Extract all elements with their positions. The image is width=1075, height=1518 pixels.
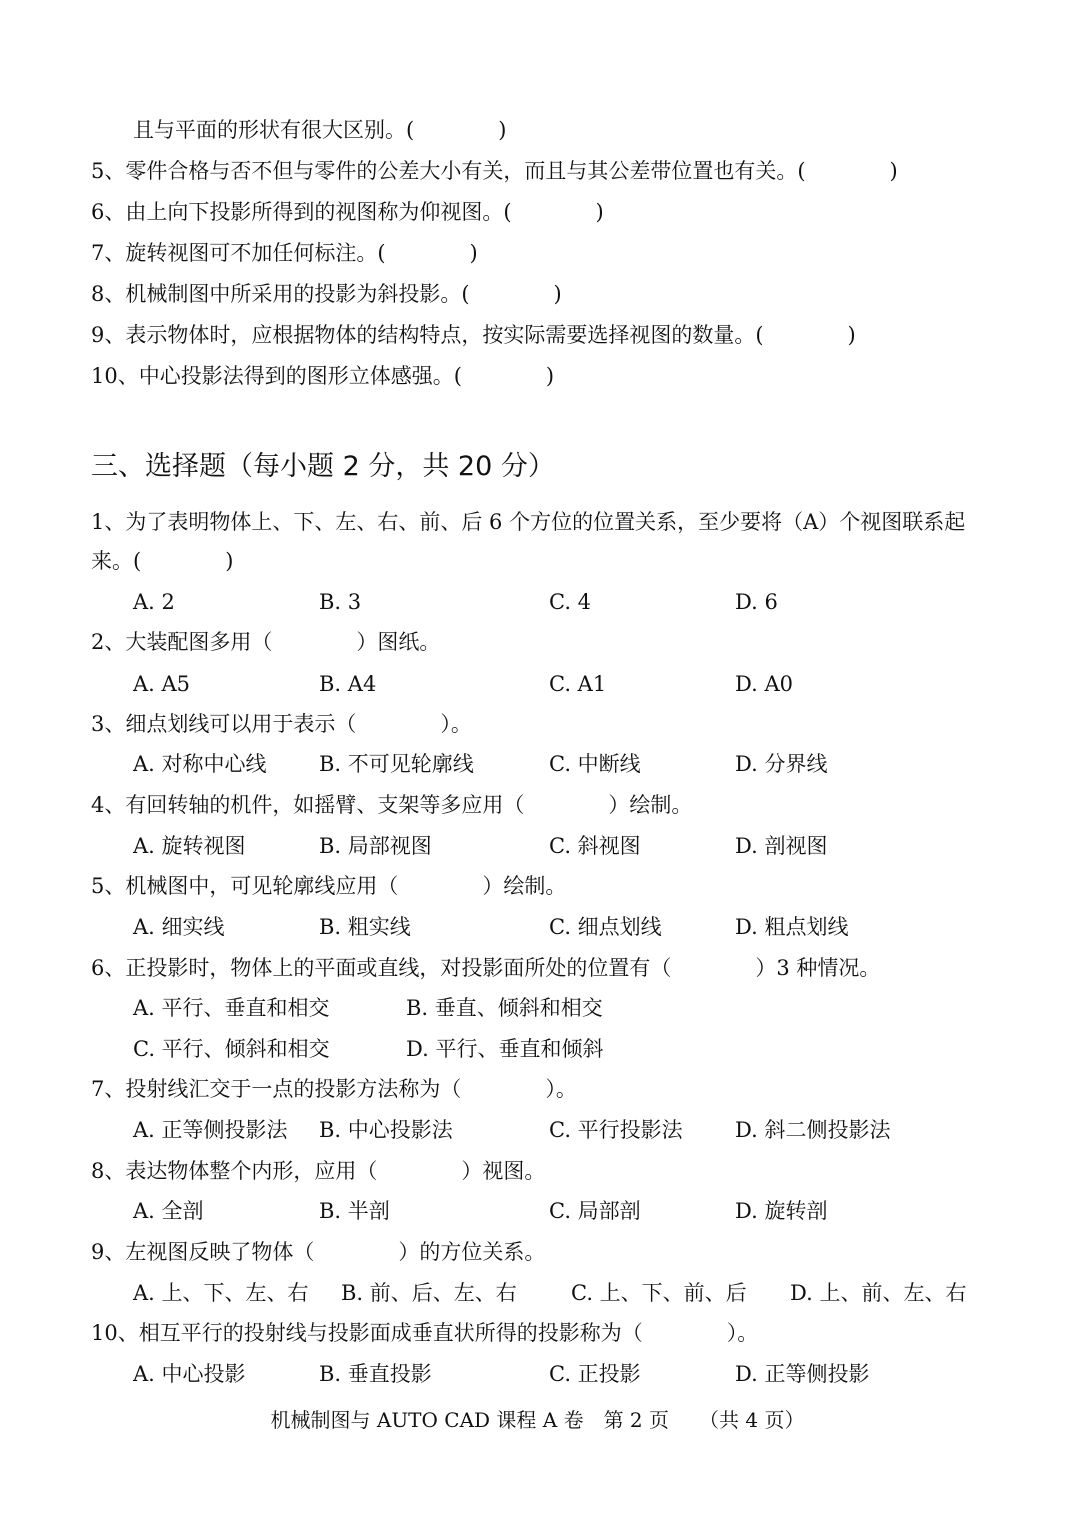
tf-item-7: 7、旋转视图可不加任何标注。( ) — [91, 241, 478, 265]
q1-option-c: C. 4 — [549, 590, 592, 614]
q5-option-b: B. 粗实线 — [319, 915, 411, 939]
q2-option-b: B. A4 — [319, 672, 377, 696]
q10-option-a: A. 中心投影 — [133, 1362, 246, 1386]
q9-option-c: C. 上、下、前、后 — [571, 1281, 747, 1305]
q4-option-b: B. 局部视图 — [319, 834, 432, 858]
q5-option-a: A. 细实线 — [133, 915, 225, 939]
tf-item-9: 9、表示物体时，应根据物体的结构特点，按实际需要选择视图的数量。( ) — [91, 323, 856, 347]
q1-option-a: A. 2 — [133, 590, 175, 614]
tf-item-8: 8、机械制图中所采用的投影为斜投影。( ) — [91, 282, 562, 306]
q2-option-a: A. A5 — [133, 672, 191, 696]
q6-option-d: D. 平行、垂直和倾斜 — [406, 1037, 604, 1061]
q6-option-a: A. 平行、垂直和相交 — [133, 996, 330, 1020]
q2-option-c: C. A1 — [549, 672, 607, 696]
tf-item-4-continuation: 且与平面的形状有很大区别。( ) — [133, 118, 507, 142]
section-heading-choice: 三、选择题（每小题 2 分，共 20 分） — [91, 451, 555, 482]
q3-option-d: D. 分界线 — [735, 752, 828, 776]
q8-option-c: C. 局部剖 — [549, 1199, 641, 1223]
q5-option-c: C. 细点划线 — [549, 915, 662, 939]
question-6: 6、正投影时，物体上的平面或直线，对投影面所处的位置有（ ）3 种情况。 — [91, 956, 881, 980]
q7-option-a: A. 正等侧投影法 — [133, 1118, 288, 1142]
question-9: 9、左视图反映了物体（ ）的方位关系。 — [91, 1240, 546, 1264]
q4-option-c: C. 斜视图 — [549, 834, 641, 858]
q2-option-d: D. A0 — [735, 672, 793, 696]
q8-option-b: B. 半剖 — [319, 1199, 390, 1223]
question-1-line-2: 来。( ) — [91, 549, 234, 573]
q9-option-b: B. 前、后、左、右 — [341, 1281, 517, 1305]
q7-option-c: C. 平行投影法 — [549, 1118, 683, 1142]
q7-option-d: D. 斜二侧投影法 — [735, 1118, 891, 1142]
q9-option-d: D. 上、前、左、右 — [790, 1281, 967, 1305]
question-3: 3、细点划线可以用于表示（ ）。 — [91, 712, 472, 736]
question-2: 2、大装配图多用（ ）图纸。 — [91, 630, 441, 654]
q8-option-d: D. 旋转剖 — [735, 1199, 828, 1223]
q7-option-b: B. 中心投影法 — [319, 1118, 453, 1142]
q8-option-a: A. 全剖 — [133, 1199, 204, 1223]
q5-option-d: D. 粗点划线 — [735, 915, 849, 939]
q3-option-b: B. 不可见轮廓线 — [319, 752, 474, 776]
q3-option-c: C. 中断线 — [549, 752, 641, 776]
tf-item-6: 6、由上向下投影所得到的视图称为仰视图。( ) — [91, 200, 604, 224]
q6-option-b: B. 垂直、倾斜和相交 — [406, 996, 603, 1020]
q4-option-d: D. 剖视图 — [735, 834, 828, 858]
q10-option-b: B. 垂直投影 — [319, 1362, 432, 1386]
q10-option-d: D. 正等侧投影 — [735, 1362, 870, 1386]
q1-option-d: D. 6 — [735, 590, 778, 614]
question-4: 4、有回转轴的机件，如摇臂、支架等多应用（ ）绘制。 — [91, 793, 693, 817]
q10-option-c: C. 正投影 — [549, 1362, 641, 1386]
q6-option-c: C. 平行、倾斜和相交 — [133, 1037, 330, 1061]
question-1-line-1: 1、为了表明物体上、下、左、右、前、后 6 个方位的位置关系，至少要将（A）个视图联系起 — [91, 510, 966, 534]
q9-option-a: A. 上、下、左、右 — [133, 1281, 309, 1305]
tf-item-10: 10、中心投影法得到的图形立体感强。( ) — [91, 364, 555, 388]
question-8: 8、表达物体整个内形，应用（ ）视图。 — [91, 1159, 546, 1183]
q1-option-b: B. 3 — [319, 590, 362, 614]
question-10: 10、相互平行的投射线与投影面成垂直状所得的投影称为（ ）。 — [91, 1321, 759, 1345]
tf-item-5: 5、零件合格与否不但与零件的公差大小有关，而且与其公差带位置也有关。( ) — [91, 159, 898, 183]
question-5: 5、机械图中，可见轮廓线应用（ ）绘制。 — [91, 874, 567, 898]
q4-option-a: A. 旋转视图 — [133, 834, 246, 858]
page-footer: 机械制图与 AUTO CAD 课程 A 卷 第 2 页 （共 4 页） — [270, 1408, 805, 1432]
question-7: 7、投射线汇交于一点的投影方法称为（ ）。 — [91, 1077, 577, 1101]
q3-option-a: A. 对称中心线 — [133, 752, 267, 776]
